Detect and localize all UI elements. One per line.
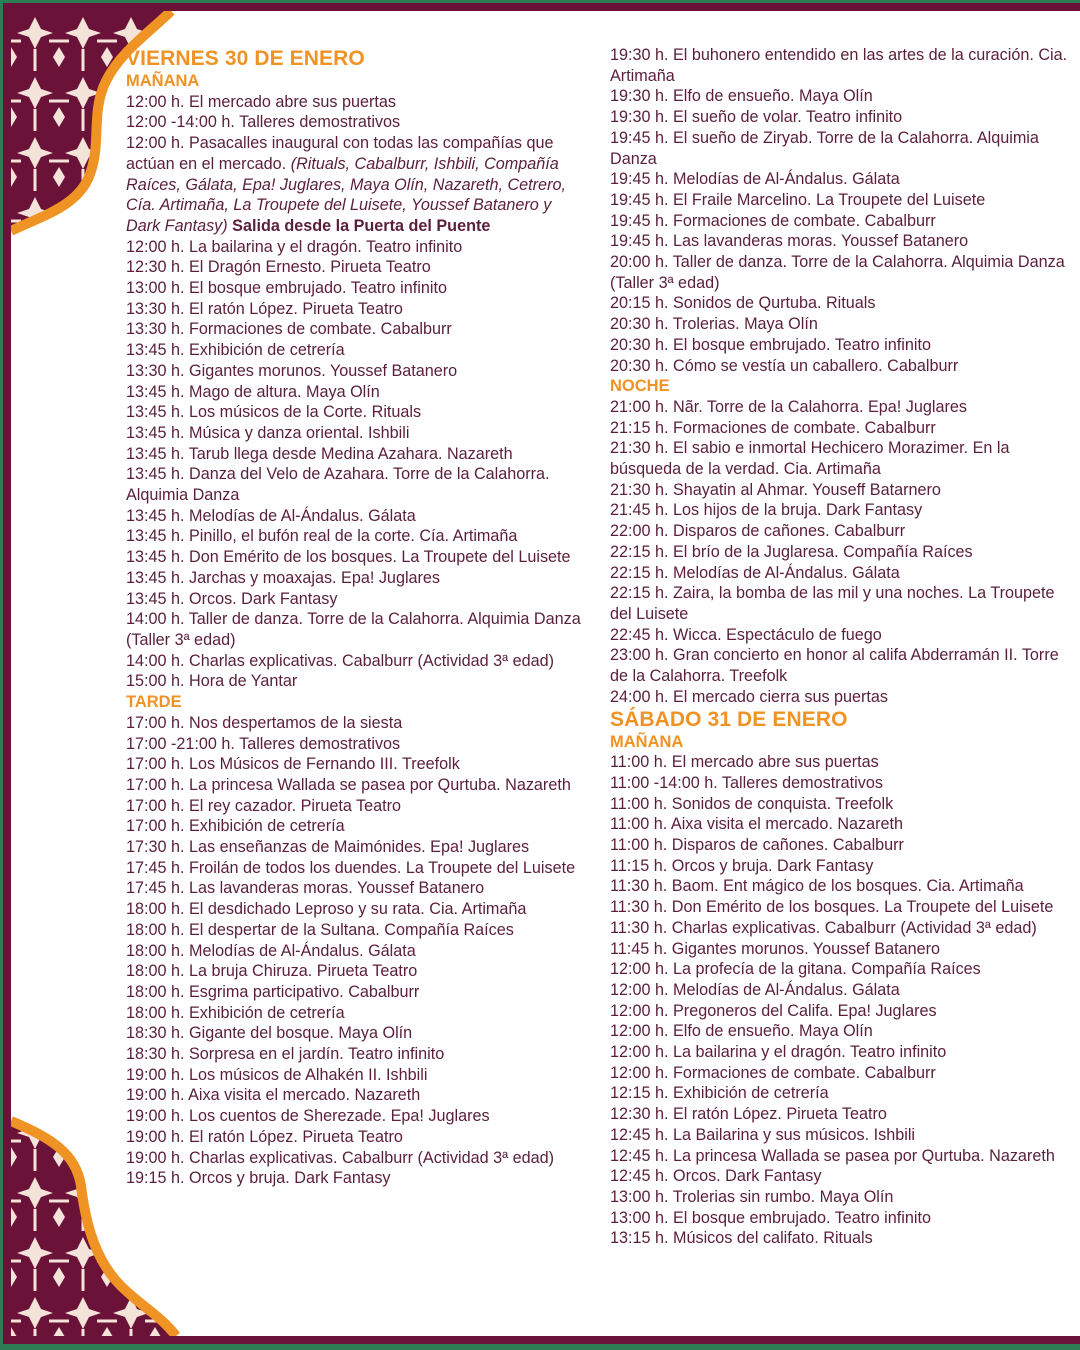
event-item: 13:45 h. Los músicos de la Corte. Rituals: [126, 403, 422, 422]
event-item: 18:30 h. Gigante del bosque. Maya Olín: [126, 1024, 413, 1043]
event-item: 19:45 h. El sueño de Ziryab. Torre de la Calahorra. Alquimia Danza: [610, 128, 1039, 168]
event-item-pasacalles: [126, 133, 586, 237]
section-heading-tarde: TARDE: [126, 693, 182, 712]
event-item: 22:00 h. Disparos de cañones. Cabalburr: [610, 522, 906, 541]
event-item: 19:30 h. El sueño de volar. Teatro infinito: [610, 108, 903, 127]
event-item: 19:30 h. Elfo de ensueño. Maya Olín: [610, 87, 873, 106]
event-item: 12:00 h. Melodías de Al-Ándalus. Gálata: [610, 980, 900, 999]
event-item: 12:30 h. El ratón López. Pirueta Teatro: [610, 1105, 887, 1124]
event-item: 12:00 -14:00 h. Talleres demostrativos: [126, 113, 401, 132]
event-item: 18:00 h. El desdichado Leproso y su rata. Cia. Artimaña: [126, 900, 527, 919]
event-item: 13:45 h. Mago de altura. Maya Olín: [126, 382, 380, 401]
event-item: 12:00 h. Formaciones de combate. Cabalburr: [610, 1063, 936, 1082]
event-item: 17:00 h. La princesa Wallada se pasea por Qurtuba. Nazareth: [126, 775, 571, 794]
day-heading-viernes: VIERNES 30 DE ENERO: [126, 47, 365, 70]
event-item: 13:30 h. El ratón López. Pirueta Teatro: [126, 299, 403, 318]
section-heading-noche: NOCHE: [610, 377, 670, 396]
event-item: 17:00 -21:00 h. Talleres demostrativos: [126, 734, 401, 753]
event-item: 19:00 h. Aixa visita el mercado. Nazareth: [126, 1086, 421, 1105]
event-item: 13:45 h. Melodías de Al-Ándalus. Gálata: [126, 506, 416, 525]
event-item: 13:45 h. Danza del Velo de Azahara. Torre de la Calahorra. Alquimia Danza: [126, 465, 550, 505]
event-item: 11:00 h. Sonidos de conquista. Treefolk: [610, 794, 894, 813]
event-item: 19:15 h. Orcos y bruja. Dark Fantasy: [126, 1169, 391, 1188]
event-item: 13:45 h. Exhibición de cetrería: [126, 341, 345, 360]
event-item: 12:00 h. La bailarina y el dragón. Teatro infinito: [126, 237, 463, 256]
event-item: 20:15 h. Sonidos de Qurtuba. Rituals: [610, 294, 876, 313]
event-item: 20:30 h. El bosque embrujado. Teatro infinito: [610, 335, 931, 354]
event-item: 15:00 h. Hora de Yantar: [126, 672, 298, 691]
event-item: 14:00 h. Charlas explicativas. Cabalburr (Actividad 3ª edad): [126, 651, 554, 670]
event-item: 13:45 h. Tarub llega desde Medina Azahara. Nazareth: [126, 444, 513, 463]
event-item: 18:00 h. Melodías de Al-Ándalus. Gálata: [126, 941, 416, 960]
event-item: 13:00 h. El bosque embrujado. Teatro infinito: [610, 1208, 931, 1227]
event-item: 18:00 h. Exhibición de cetrería: [126, 1003, 345, 1022]
event-list-viernes-tarde-continued: [610, 45, 1080, 376]
event-item: 21:30 h. Shayatin al Ahmar. Youseff Batarnero: [610, 480, 941, 499]
event-item: 21:15 h. Formaciones de combate. Cabalburr: [610, 418, 936, 437]
event-item: 22:15 h. El brío de la Juglaresa. Compañía Raíces: [610, 542, 973, 561]
event-list-viernes-manana: [126, 237, 586, 692]
event-list-viernes-manana-first: [126, 92, 586, 133]
event-item: 21:00 h. Nãr. Torre de la Calahorra. Epa! Juglares: [610, 397, 967, 416]
event-item: 20:30 h. Trolerias. Maya Olín: [610, 315, 818, 334]
event-item: 21:45 h. Los hijos de la bruja. Dark Fantasy: [610, 501, 923, 520]
event-item: 21:30 h. El sabio e inmortal Hechicero Morazimer. En la búsqueda de la verdad. Cia. Artimaña: [610, 439, 1010, 479]
event-item: 19:00 h. Los músicos de Alhakén II. Ishbili: [126, 1065, 428, 1084]
event-item: 13:00 h. El bosque embrujado. Teatro infinito: [126, 279, 447, 298]
event-item: 11:45 h. Gigantes morunos. Youssef Batanero: [610, 939, 940, 958]
event-item: 22:15 h. Melodías de Al-Ándalus. Gálata: [610, 563, 900, 582]
event-item: 11:30 h. Baom. Ent mágico de los bosques. Cia. Artimaña: [610, 877, 1024, 896]
event-item: 24:00 h. El mercado cierra sus puertas: [610, 687, 889, 706]
pasacalles-companies: (Rituals, Cabalburr, Ishbili, Compañía Raíces, Gálata, Epa! Juglares, Maya Olín, Nazareth, Cetrero, Cía. Artimaña, La Troupete del Luisete, Youssef Batanero y Dark Fantasy): [126, 154, 566, 235]
event-item: 19:00 h. Los cuentos de Sherezade. Epa! Juglares: [126, 1107, 490, 1126]
pasacalles-text: 12:00 h. Pasacalles inaugural con todas las compañías que actúan en el mercado.: [126, 134, 554, 173]
section-heading-sabado-manana: MAÑANA: [610, 732, 684, 751]
event-item: 14:00 h. Taller de danza. Torre de la Calahorra. Alquimia Danza (Taller 3ª edad): [126, 610, 581, 649]
event-list-viernes-tarde: [126, 713, 586, 1189]
event-item: 13:45 h. Pinillo, el bufón real de la corte. Cía. Artimaña: [126, 527, 518, 546]
event-item: 12:00 h. El mercado abre sus puertas: [126, 92, 396, 111]
event-item: 22:45 h. Wicca. Espectáculo de fuego: [610, 625, 882, 644]
event-item: 11:30 h. Charlas explicativas. Cabalburr (Actividad 3ª edad): [610, 918, 1037, 937]
event-item: 19:45 h. El Fraile Marcelino. La Troupete del Luisete: [610, 190, 986, 209]
event-item: 12:45 h. La princesa Wallada se pasea por Qurtuba. Nazareth: [610, 1146, 1055, 1165]
event-item: 19:00 h. Charlas explicativas. Cabalburr (Actividad 3ª edad): [126, 1148, 554, 1167]
event-item: 12:15 h. Exhibición de cetrería: [610, 1084, 829, 1103]
event-item: 17:00 h. Exhibición de cetrería: [126, 817, 345, 836]
event-item: 18:30 h. Sorpresa en el jardín. Teatro infinito: [126, 1045, 445, 1064]
event-item: 17:45 h. Las lavanderas moras. Youssef Batanero: [126, 879, 485, 898]
event-item: 13:30 h. Gigantes morunos. Youssef Batanero: [126, 361, 458, 380]
event-item: 20:30 h. Cómo se vestía un caballero. Cabalburr: [610, 356, 959, 375]
event-item: 19:30 h. El buhonero entendido en las artes de la curación. Cia. Artimaña: [610, 46, 1068, 85]
event-item: 11:00 -14:00 h. Talleres demostrativos: [610, 773, 883, 792]
event-item: 12:00 h. La bailarina y el dragón. Teatro infinito: [610, 1043, 947, 1062]
day-heading-sabado: SÁBADO 31 DE ENERO: [610, 707, 848, 731]
event-item: 12:00 h. Pregoneros del Califa. Epa! Juglares: [610, 1001, 937, 1020]
event-item: 11:00 h. Aixa visita el mercado. Nazareth: [610, 815, 904, 834]
event-item: 11:00 h. El mercado abre sus puertas: [610, 753, 879, 772]
schedule-column-left: [126, 47, 586, 1189]
event-item: 17:45 h. Froilán de todos los duendes. La Troupete del Luisete: [126, 858, 576, 877]
event-item: 13:45 h. Jarchas y moaxajas. Epa! Juglares: [126, 568, 441, 587]
event-item: 12:00 h. La profecía de la gitana. Compañía Raíces: [610, 960, 981, 979]
event-item: 13:15 h. Músicos del califato. Rituals: [610, 1229, 873, 1248]
event-list-sabado-manana: [610, 752, 1080, 1249]
event-item: 19:00 h. El ratón López. Pirueta Teatro: [126, 1127, 403, 1146]
program-page: [3, 3, 1080, 1344]
event-item: 22:15 h. Zaira, la bomba de las mil y una noches. La Troupete del Luisete: [610, 584, 1055, 623]
event-item: 13:30 h. Formaciones de combate. Cabalburr: [126, 320, 452, 339]
schedule-column-right: [610, 45, 1080, 1249]
event-item: 17:30 h. Las enseñanzas de Maimónides. Epa! Juglares: [126, 838, 530, 857]
event-item: 18:00 h. El despertar de la Sultana. Compañía Raíces: [126, 920, 514, 939]
event-item: 19:45 h. Las lavanderas moras. Youssef Batanero: [610, 232, 969, 251]
event-item: 11:30 h. Don Emérito de los bosques. La Troupete del Luisete: [610, 898, 1054, 917]
section-heading-manana: MAÑANA: [126, 72, 200, 90]
event-item: 20:00 h. Taller de danza. Torre de la Calahorra. Alquimia Danza (Taller 3ª edad): [610, 253, 1065, 292]
pasacalles-departure: Salida desde la Puerta del Puente: [227, 216, 491, 235]
event-item: 13:00 h. Trolerias sin rumbo. Maya Olín: [610, 1187, 894, 1206]
event-item: 11:00 h. Disparos de cañones. Cabalburr: [610, 836, 904, 855]
event-item: 12:45 h. La Bailarina y sus músicos. Ishbili: [610, 1125, 916, 1144]
event-item: 11:15 h. Orcos y bruja. Dark Fantasy: [610, 856, 874, 875]
event-item: 13:45 h. Don Emérito de los bosques. La Troupete del Luisete: [126, 548, 571, 567]
event-item: 12:45 h. Orcos. Dark Fantasy: [610, 1167, 822, 1186]
event-item: 13:45 h. Orcos. Dark Fantasy: [126, 589, 338, 608]
event-item: 17:00 h. Nos despertamos de la siesta: [126, 713, 403, 732]
event-item: 12:30 h. El Dragón Ernesto. Pirueta Teatro: [126, 258, 431, 277]
event-list-viernes-noche: [610, 397, 1080, 708]
event-item: 17:00 h. El rey cazador. Pirueta Teatro: [126, 796, 402, 815]
event-item: 12:00 h. Elfo de ensueño. Maya Olín: [610, 1022, 873, 1041]
event-item: 18:00 h. Esgrima participativo. Cabalburr: [126, 982, 420, 1001]
event-item: 19:45 h. Melodías de Al-Ándalus. Gálata: [610, 170, 900, 189]
event-item: 23:00 h. Gran concierto en honor al califa Abderramán II. Torre de la Calahorra. Treefolk: [610, 646, 1059, 686]
event-item: 19:45 h. Formaciones de combate. Cabalburr: [610, 211, 936, 230]
event-item: 18:00 h. La bruja Chiruza. Pirueta Teatro: [126, 962, 418, 981]
event-item: 17:00 h. Los Músicos de Fernando III. Treefolk: [126, 755, 460, 774]
event-item: 13:45 h. Música y danza oriental. Ishbili: [126, 423, 410, 442]
